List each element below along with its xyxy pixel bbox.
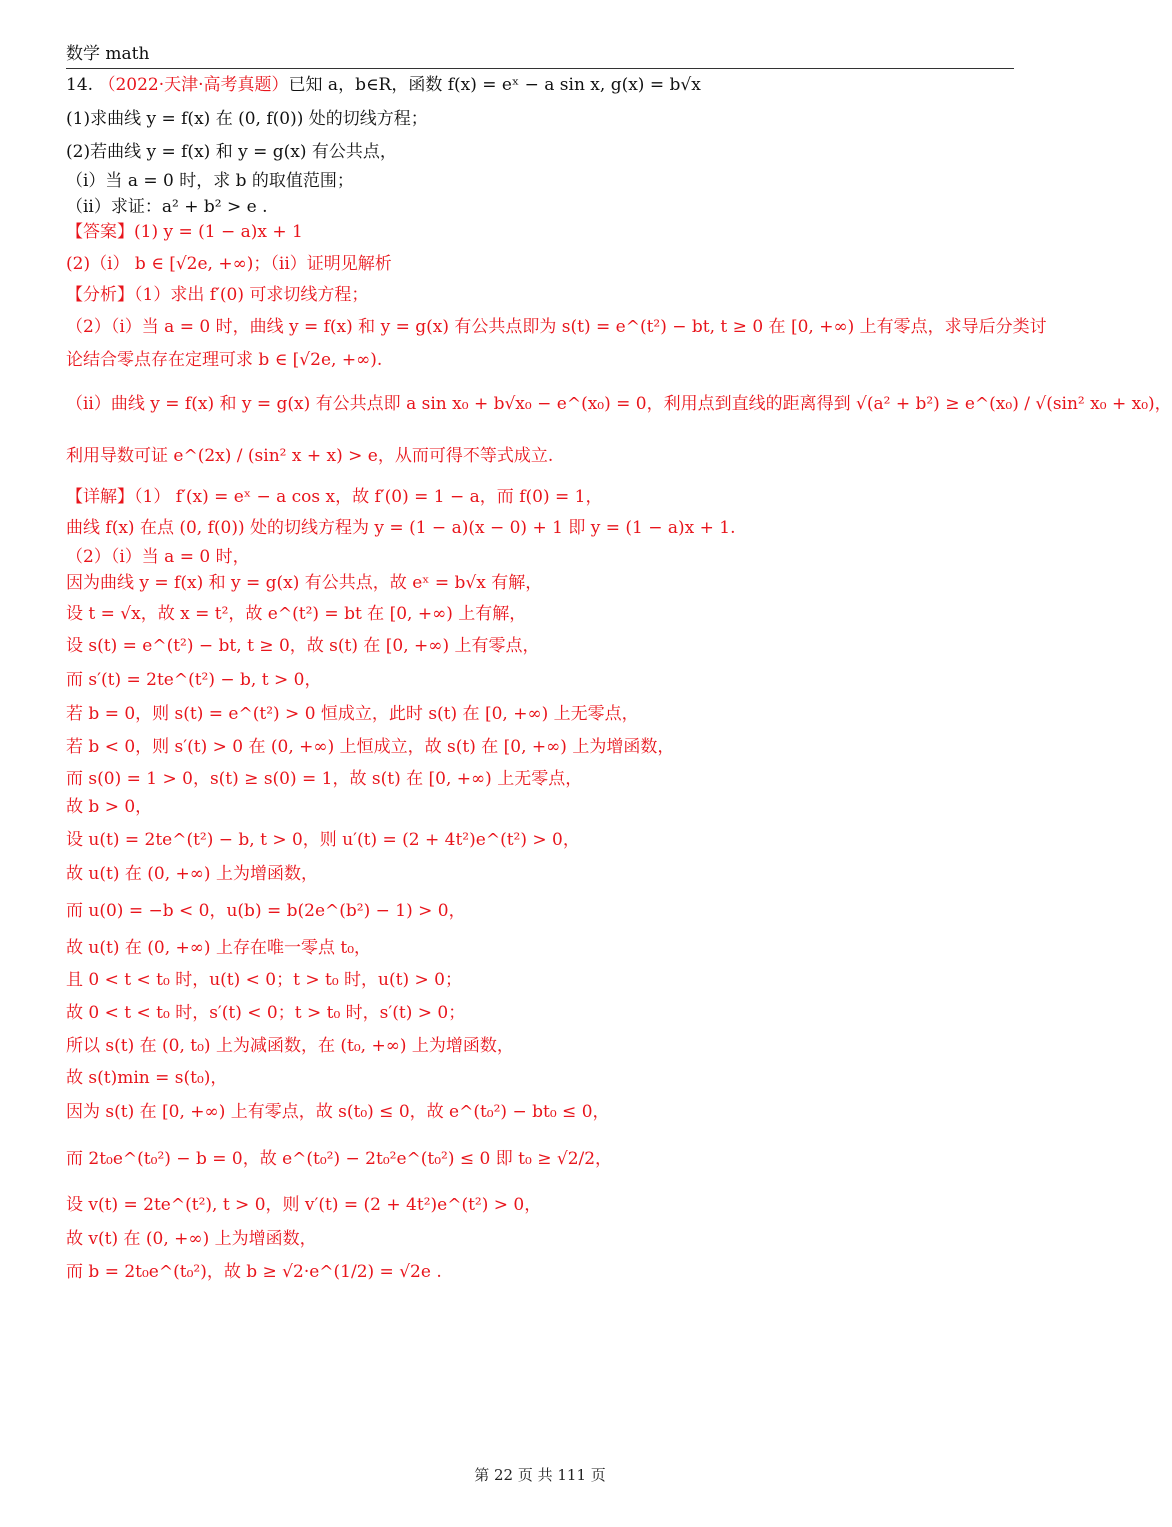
page-footer: 第 22 页 共 111 页 [474,1466,606,1484]
detail-line-13: 故 u(t) 在 (0, +∞) 上为增函数， [66,864,318,884]
detail-line-17: 故 0 < t < t₀ 时，s′(t) < 0；t > t₀ 时，s′(t) > 0； [66,1003,466,1023]
detail-line-15: 故 u(t) 在 (0, +∞) 上存在唯一零点 t₀， [66,938,372,958]
problem-content [66,74,1172,1283]
analysis-line-2: （2）（i）当 a = 0 时，曲线 y = f(x) 和 y = g(x) 有公共点即为 s(t) = e^(t²) − bt, t ≥ 0 在 [0, +∞) 上有零点，求导后分类讨 [66,317,1047,337]
answer-line-1: 【答案】(1) y = (1 − a)x + 1 [66,222,303,242]
detail-line-14: 而 u(0) = −b < 0，u(b) = b(2e^(b²) − 1) > 0， [66,901,466,921]
detail-line-9: 若 b < 0，则 s′(t) > 0 在 (0, +∞) 上恒成立，故 s(t) 在 [0, +∞) 上为增函数， [66,737,675,757]
problem-source: （2022·天津·高考真题） [98,75,289,95]
detail-line-22: 设 v(t) = 2te^(t²), t > 0，则 v′(t) = (2 + 4t²)e^(t²) > 0， [66,1195,542,1215]
detail-line-21: 而 2t₀e^(t₀²) − b = 0，故 e^(t₀²) − 2t₀²e^(t₀²) ≤ 0 即 t₀ ≥ √2/2， [66,1149,613,1169]
detail-line-8: 若 b = 0，则 s(t) = e^(t²) > 0 恒成立，此时 s(t) 在 [0, +∞) 上无零点， [66,704,639,724]
detail-line-10: 而 s(0) = 1 > 0，s(t) ≥ s(0) = 1，故 s(t) 在 [0, +∞) 上无零点， [66,769,583,789]
problem-statement: 已知 a，b∈R，函数 f(x) = eˣ − a sin x, g(x) = b√x [288,75,701,95]
detail-line-2: 曲线 f(x) 在点 (0, f(0)) 处的切线方程为 y = (1 − a)(x − 0) + 1 即 y = (1 − a)x + 1. [66,518,736,538]
analysis-line-1: 【分析】（1）求出 f′(0) 可求切线方程； [66,285,369,305]
analysis-line-4: （ii）曲线 y = f(x) 和 y = g(x) 有公共点即 a sin x₀ + b√x₀ − e^(x₀) = 0，利用点到直线的距离得到 √(a² + b²) ≥ e^(x₀) / √(sin² x₀ + x₀)， [66,394,1172,414]
analysis-line-3: 论结合零点存在定理可求 b ∈ [√2e, +∞). [66,350,383,370]
answer-line-2: (2)（i） b ∈ [√2e, +∞)；（ii）证明见解析 [66,254,392,274]
detail-line-11: 故 b > 0， [66,797,153,817]
question-1: (1)求曲线 y = f(x) 在 (0, f(0)) 处的切线方程； [66,109,428,129]
detail-line-23: 故 v(t) 在 (0, +∞) 上为增函数， [66,1229,317,1249]
detail-line-19: 故 s(t)min = s(t₀)， [66,1068,228,1088]
question-2-ii: （ii）求证：a² + b² > e . [66,197,268,217]
detail-line-24: 而 b = 2t₀e^(t₀²)，故 b ≥ √2·e^(1/2) = √2e . [66,1262,442,1282]
detail-line-20: 因为 s(t) 在 [0, +∞) 上有零点，故 s(t₀) ≤ 0，故 e^(t₀²) − bt₀ ≤ 0， [66,1102,610,1122]
analysis-line-5: 利用导数可证 e^(2x) / (sin² x + x) > e，从而可得不等式成立. [66,446,554,466]
page-header: 数学 math [66,44,1014,69]
detail-line-18: 所以 s(t) 在 (0, t₀) 上为减函数，在 (t₀, +∞) 上为增函数， [66,1036,514,1056]
detail-line-7: 而 s′(t) = 2te^(t²) − b, t > 0， [66,670,322,690]
detail-line-16: 且 0 < t < t₀ 时，u(t) < 0；t > t₀ 时，u(t) > 0； [66,970,462,990]
question-2: (2)若曲线 y = f(x) 和 y = g(x) 有公共点， [66,142,397,162]
detail-line-5: 设 t = √x，故 x = t²，故 e^(t²) = bt 在 [0, +∞) 上有解， [66,604,527,624]
detail-line-4: 因为曲线 y = f(x) 和 y = g(x) 有公共点，故 eˣ = b√x 有解， [66,573,543,593]
detail-line-12: 设 u(t) = 2te^(t²) − b, t > 0，则 u′(t) = (2 + 4t²)e^(t²) > 0， [66,830,580,850]
detail-line-6: 设 s(t) = e^(t²) − bt, t ≥ 0，故 s(t) 在 [0, +∞) 上有零点， [66,636,540,656]
problem-number: 14. [66,75,99,95]
detail-line-3: （2）（i）当 a = 0 时， [66,547,250,567]
detail-line-1: 【详解】（1） f′(x) = eˣ − a cos x，故 f′(0) = 1 − a，而 f(0) = 1， [66,487,603,507]
problem-title-line [66,74,1016,96]
question-2-i: （i）当 a = 0 时，求 b 的取值范围； [66,171,354,191]
